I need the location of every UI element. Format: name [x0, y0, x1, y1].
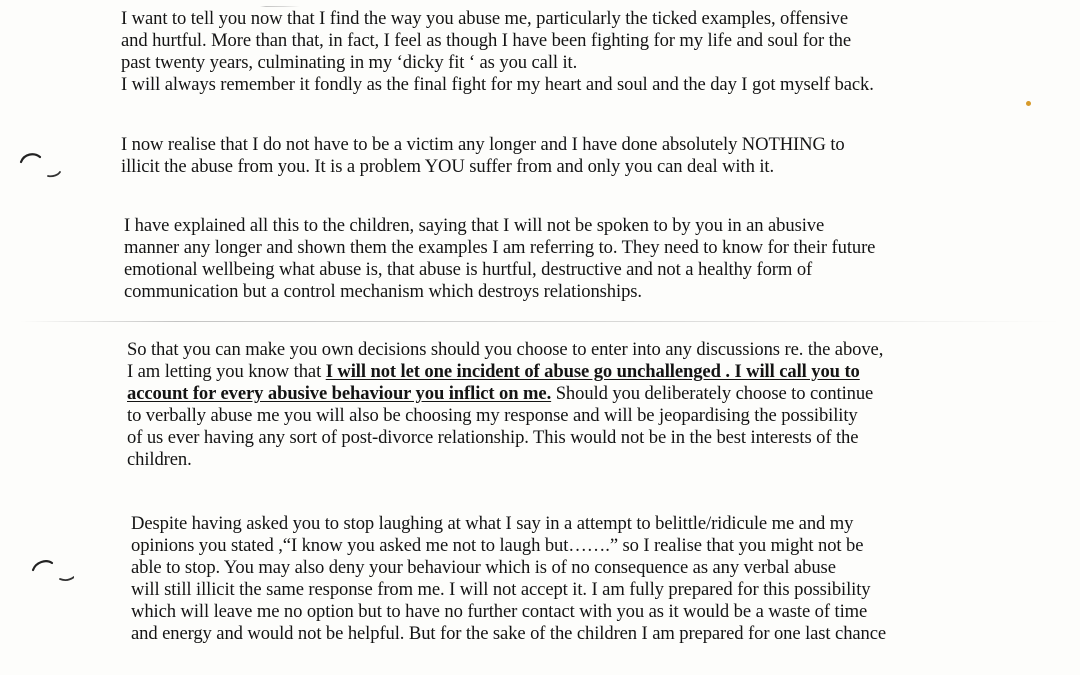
text-line: children. — [127, 449, 192, 470]
text-line — [127, 383, 883, 405]
text-line: and energy and would not be helpful. But for the sake of the children I am prepared for one last chance — [131, 623, 887, 644]
text-line: illicit the abuse from you. It is a problem YOU suffer from and only you can deal with it. — [121, 156, 774, 177]
text-line: I will always remember it fondly as the final fight for my heart and soul and the day I got myself back. — [121, 74, 874, 95]
text-line: past twenty years, culminating in my ‘dicky fit ‘ as you call it. — [121, 52, 578, 73]
plain-text: I am letting you know that — [127, 361, 326, 382]
paragraph-not-a-victim — [121, 134, 845, 178]
text-line: opinions you stated ,“I know you asked me not to laugh but…….” so I realise that you might not be — [131, 535, 864, 556]
text-line: So that you can make you own decisions should you choose to enter into any discussions re. the above, — [127, 339, 884, 360]
bold-underlined-text: I will not let one incident of abuse go unchallenged . I will call you to — [325, 361, 860, 382]
paragraph-abuse-statement — [121, 8, 874, 96]
scan-dot-mark — [1026, 101, 1031, 106]
text-line: of us ever having any sort of post-divorce relationship. This would not be in the best interests of the — [127, 427, 859, 448]
text-line: communication but a control mechanism which destroys relationships. — [124, 281, 642, 302]
scan-speck-line — [260, 6, 300, 7]
text-line: I have explained all this to the children, saying that I will not be spoken to by you in an abusive — [124, 215, 825, 236]
bold-underlined-text: account for every abusive behaviour you inflict on me. — [127, 383, 552, 404]
text-line: manner any longer and shown them the examples I am referring to. They need to know for their future — [124, 237, 876, 258]
text-line: Despite having asked you to stop laughing at what I say in a attempt to belittle/ridicule me and my — [131, 513, 854, 534]
paragraph-decisions-warning — [127, 339, 883, 471]
paragraph-laughing-response — [131, 513, 886, 645]
text-line: and hurtful. More than that, in fact, I feel as though I have been fighting for my life and soul for the — [121, 30, 852, 51]
punch-hole-shadow-icon — [18, 150, 62, 180]
paragraph-children-explanation — [124, 215, 875, 303]
text-line: which will leave me no option but to have no further contact with you as it would be a waste of time — [131, 601, 868, 622]
plain-text: Should you deliberately choose to continue — [551, 383, 874, 404]
text-line: emotional wellbeing what abuse is, that abuse is hurtful, destructive and not a healthy form of — [124, 259, 813, 280]
text-line: to verbally abuse me you will also be choosing my response and will be jeopardising the possibility — [127, 405, 858, 426]
punch-hole-shadow-icon — [30, 556, 74, 586]
text-line: able to stop. You may also deny your behaviour which is of no consequence as any verbal abuse — [131, 557, 836, 578]
text-line: I want to tell you now that I find the way you abuse me, particularly the ticked examples, offensive — [121, 8, 848, 29]
scan-fold-line — [20, 321, 1060, 322]
text-line: I now realise that I do not have to be a victim any longer and I have done absolutely NOTHING to — [121, 134, 845, 155]
text-line — [127, 361, 883, 383]
text-line: will still illicit the same response from me. I will not accept it. I am fully prepared for this possibility — [131, 579, 871, 600]
